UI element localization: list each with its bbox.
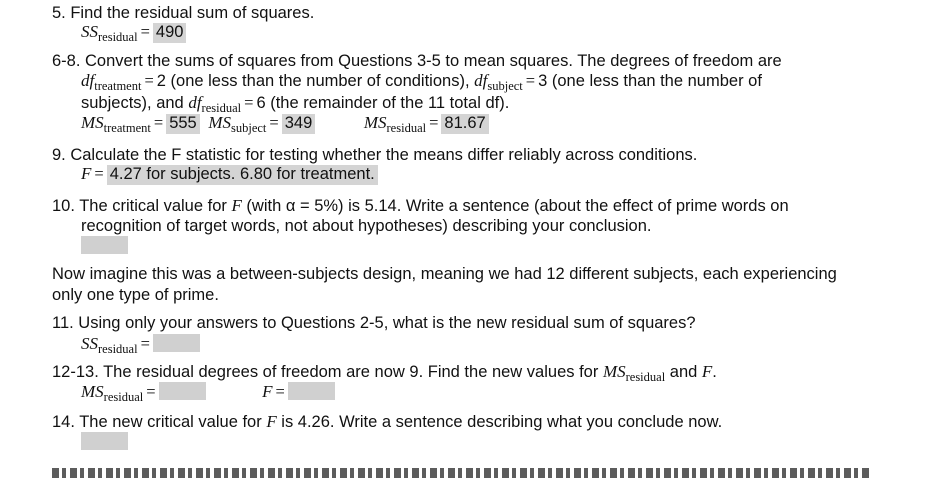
q9-answer-line: F = 4.27 for subjects. 6.80 for treatment. — [81, 164, 378, 185]
q5-answer[interactable]: 490 — [153, 23, 187, 43]
question-14: 14. The new critical value for F is 4.26. Write a sentence describing what you conclude now. — [52, 412, 723, 431]
q10-answer-blank[interactable] — [81, 236, 128, 254]
question-9: 9. Calculate the F statistic for testing whether the means differ reliably across conditions. — [52, 146, 698, 164]
ms-treatment-answer[interactable]: 555 — [166, 114, 200, 134]
question-5: 5. Find the residual sum of squares. — [52, 4, 315, 22]
q5-answer-line: $SS_{residual} = 490$ — [81, 22, 186, 43]
q10-line-2: recognition of target words, not about hypotheses) describing your conclusion. — [81, 217, 652, 235]
f-new-blank[interactable] — [288, 382, 335, 400]
q11-answer-line: $SS_{residual}$ = — [81, 334, 200, 354]
ms-subject-answer[interactable]: 349 — [282, 114, 316, 134]
q68-line-2: $df_{treatment} = 2$ (one less than the number of conditions), $df_{subject} = 3$ (one less than the number of — [81, 71, 762, 93]
clipped-text-line — [52, 468, 872, 478]
ss-residual-symbol: $SS_{residual}$ — [81, 22, 138, 44]
q11-answer-blank[interactable] — [153, 334, 200, 352]
q1213-answer-line: $MS_{residual} = F$ = — [81, 382, 335, 402]
question-11: 11. Using only your answers to Questions 2-5, what is the new residual sum of squares? — [52, 314, 696, 332]
q68-line-3: subjects), and $df_{residual} = 6$ (the remainder of the 11 total df). — [81, 93, 510, 115]
between-subjects-intro-2: only one type of prime. — [52, 286, 219, 304]
ms-residual-new-blank[interactable] — [159, 382, 206, 400]
between-subjects-intro: Now imagine this was a between-subjects design, meaning we had 12 different subjects, each experiencing — [52, 265, 837, 283]
ms-residual-answer[interactable]: 81.67 — [441, 114, 488, 134]
question-10: 10. The critical value for F (with α = 5%) is 5.14. Write a sentence (about the effect of prime words on — [52, 196, 789, 215]
question-6-8: 6-8. Convert the sums of squares from Questions 3-5 to mean squares. The degrees of freedom are — [52, 52, 782, 70]
q68-answers: $MS_{treatment} = 555$ $MS_{subject} = 349$ $MS_{residual} = 81.67$ — [81, 113, 489, 134]
q9-answer[interactable]: 4.27 for subjects. 6.80 for treatment. — [107, 165, 378, 185]
question-12-13: 12-13. The residual degrees of freedom are now 9. Find the new values for $MS_{residual}$ and F. — [52, 362, 717, 384]
q14-answer-blank[interactable] — [81, 432, 128, 450]
